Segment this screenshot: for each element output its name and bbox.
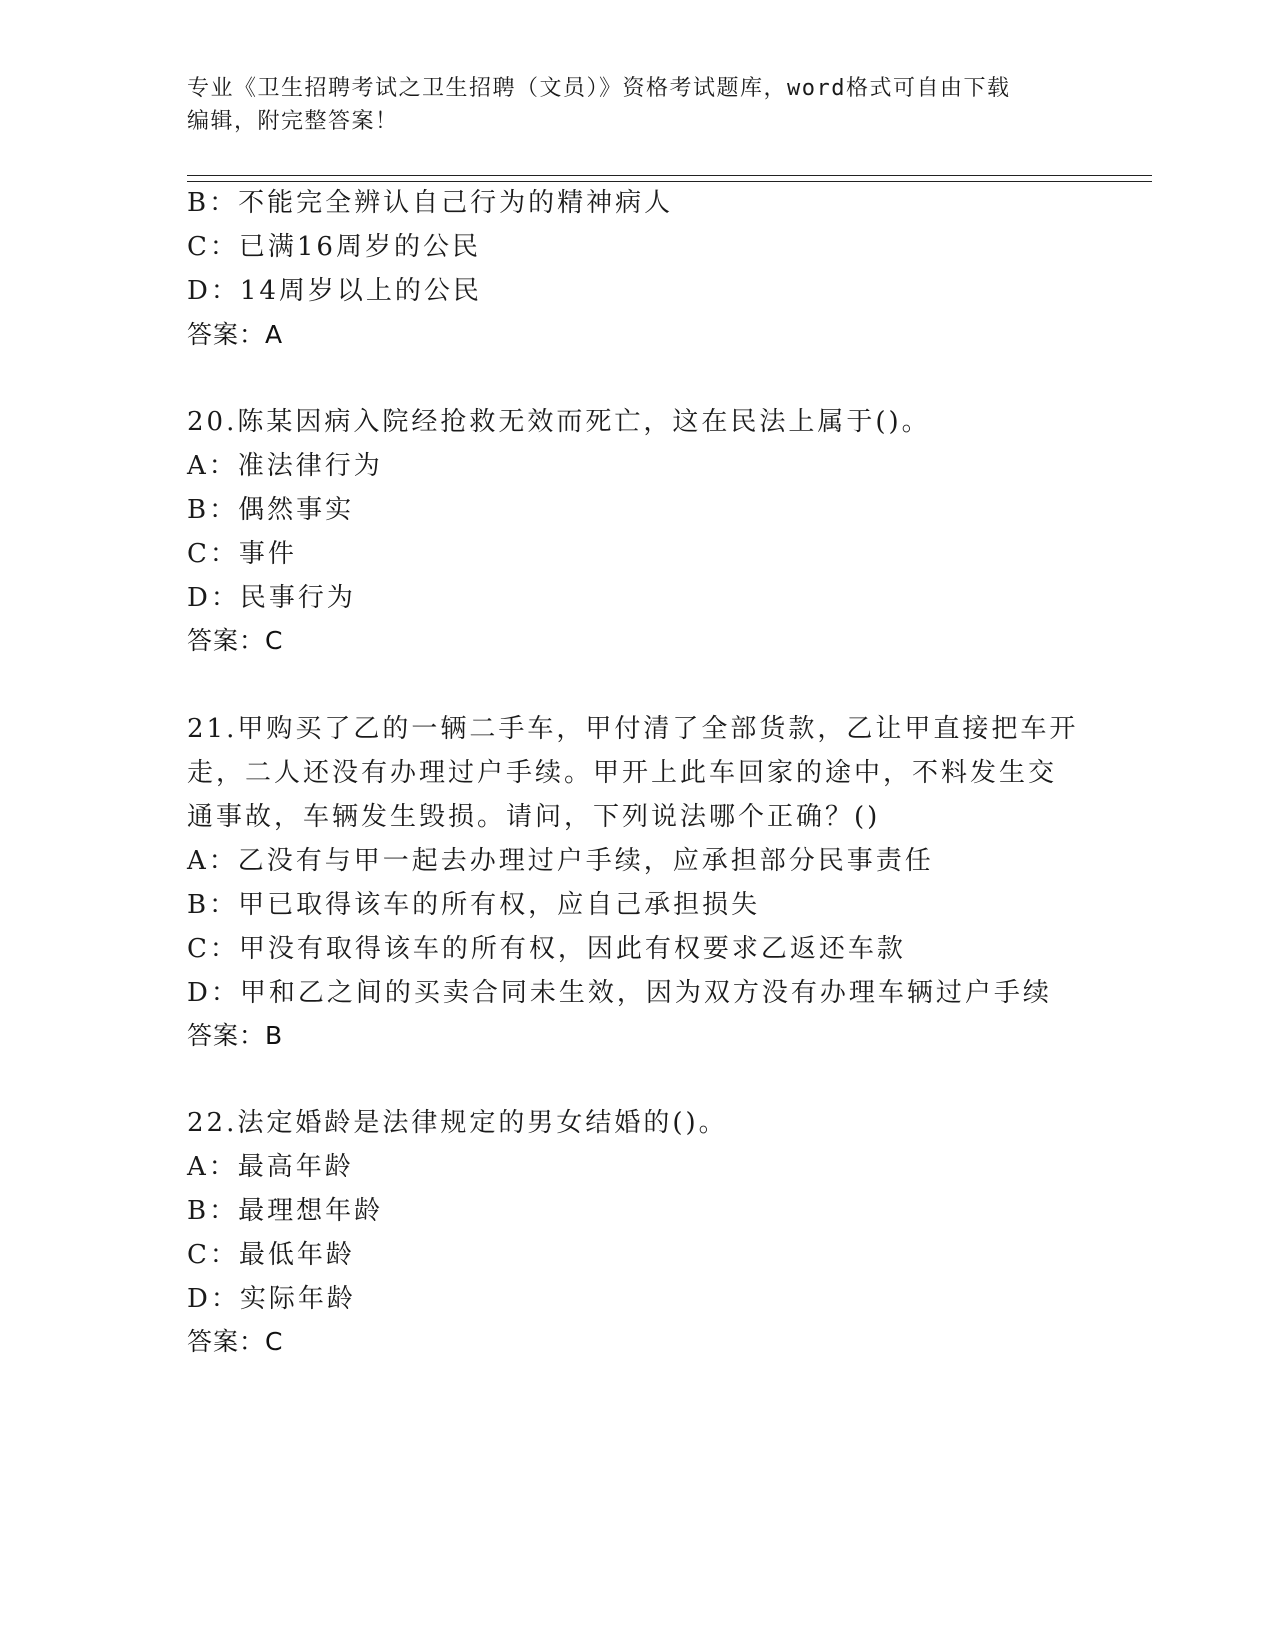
q20-stem: 20.陈某因病入院经抢救无效而死亡，这在民法上属于()。 [187,407,931,437]
q21-option-a: A：乙没有与甲一起去办理过户手续，应承担部分民事责任 [187,846,934,876]
q19-option-d: D：14周岁以上的公民 [187,276,482,306]
q20-option-d: D：民事行为 [187,583,356,613]
header-line-1: 专业《卫生招聘考试之卫生招聘（文员）》资格考试题库，word格式可自由下载 [187,76,1011,101]
q20-answer: 答案：C [187,626,284,655]
q19-option-c: C：已满16周岁的公民 [187,232,481,262]
q21-stem-line-2: 走，二人还没有办理过户手续。甲开上此车回家的途中，不料发生交 [187,758,1058,788]
document-header [187,72,1067,138]
q22-option-b: B：最理想年龄 [187,1196,384,1226]
q21-answer: 答案：B [187,1021,284,1050]
q20-option-c: C：事件 [187,539,297,569]
q19-option-b: B：不能完全辨认自己行为的精神病人 [187,188,674,218]
q20-option-a: A：准法律行为 [187,451,383,481]
q22-option-d: D：实际年龄 [187,1284,356,1314]
header-divider-top [187,175,1152,176]
q22-stem: 22.法定婚龄是法律规定的男女结婚的()。 [187,1108,728,1138]
q19-answer: 答案：A [187,320,284,349]
q22-option-a: A：最高年龄 [187,1152,354,1182]
q21-stem-line-3: 通事故，车辆发生毁损。请问，下列说法哪个正确？() [187,802,881,832]
q21-option-c: C：甲没有取得该车的所有权，因此有权要求乙返还车款 [187,934,906,964]
q21-option-b: B：甲已取得该车的所有权，应自己承担损失 [187,890,761,920]
q22-option-c: C：最低年龄 [187,1240,355,1270]
header-line-2: 编辑，附完整答案！ [187,109,399,134]
q22-answer: 答案：C [187,1327,284,1356]
q20-option-b: B：偶然事实 [187,495,355,525]
header-divider-bottom [187,181,1152,182]
q21-stem-line-1: 21.甲购买了乙的一辆二手车，甲付清了全部货款，乙让甲直接把车开 [187,714,1079,744]
q21-option-d: D：甲和乙之间的买卖合同未生效，因为双方没有办理车辆过户手续 [187,978,1052,1008]
